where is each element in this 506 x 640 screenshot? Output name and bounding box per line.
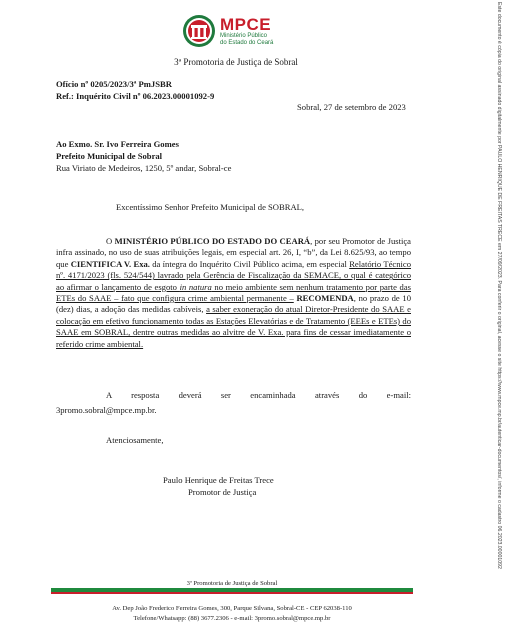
mpce-logo xyxy=(182,12,292,50)
p1-a: O xyxy=(106,236,115,246)
p1-u2: no meio ambiente sem nenhum tratamento por parte das ETEs do SAAE – fato que configura crime ambiental permanente – xyxy=(56,281,411,304)
p1-e: , no prazo de 10 (dez) dias, a adoção das medidas cabíveis, xyxy=(56,293,411,315)
body-paragraph-2: A resposta deverá ser encaminhada através do e-mail: xyxy=(106,390,411,400)
salutation: Excentíssimo Senhor Prefeito Municipal de SOBRAL, xyxy=(116,202,305,212)
oficio-ref: Ofício nº 0205/2023/3ª PmJSBR xyxy=(56,79,172,89)
footer-address: Av. Dep João Frederico Ferreira Gomes, 300, Parque Silvana, Sobral-CE - CEP 62038-110 xyxy=(112,605,352,612)
p1-u1: Relatório Técnico nº. 4171/2023 (fls. 524/544) lavrado pela Gerência de Fiscalização da SEMACE, o qual é categórico ao afirmar o lançamento de esgoto xyxy=(56,258,411,292)
logo-title: MPCE xyxy=(220,14,272,34)
inquerito-ref: Ref.: Inquérito Civil nº 06.2023.00001092-9 xyxy=(56,91,215,101)
p1-org: MINISTÉRIO PÚBLICO DO ESTADO DO CEARÁ xyxy=(114,236,311,246)
closing: Atenciosamente, xyxy=(106,435,164,445)
p1-cientifica: CIENTIFICA V. Exa. xyxy=(70,258,150,269)
header-office: 3ª Promotoria de Justiça de Sobral xyxy=(174,57,298,67)
date-line: Sobral, 27 de setembro de 2023 xyxy=(297,102,406,112)
logo-subtitle-2: do Estado do Ceará xyxy=(220,39,274,46)
reply-email: 3promo.sobral@mpce.mp.br. xyxy=(56,405,157,415)
body-paragraph-1 xyxy=(56,236,411,350)
p1-b: , por seu Promotor de Justiça infra assinado, no uso de suas atribuições legais, em especial art. 26, I, “b”, da Lei 8.625/93, ao tempo que xyxy=(56,236,411,269)
recipient-name: Ao Exmo. Sr. Ivo Ferreira Gomes xyxy=(56,139,179,149)
signer-name: Paulo Henrique de Freitas Trece xyxy=(163,475,274,485)
footer-office: 3ª Promotoria de Justiça de Sobral xyxy=(186,580,278,587)
p1-c: da íntegra do Inquérito Civil Público acima, em especial xyxy=(149,258,350,269)
logo-subtitle-1: Ministério Público xyxy=(220,32,268,39)
authentication-note: Este documento é cópia do original assinado digitalmente por PAULO HENRIQUE DE FREITAS TRECE em 27/09/2023. Para conferir o original, acesse o site https://www.mpce.mp.br/autenticar-documentos/, informe o cadastro 06.2023.00001092 xyxy=(496,2,502,569)
footer-red-bar xyxy=(51,592,413,594)
p1-u3: a saber exoneração do atual Diretor-Presidente do SAAE e colocação em efetivo funcionamento todas as Estações Elevatórias e de Tratamento (EEEs e ETEs) do SAAE em SOBRAL, dentre outras medidas ao alvitre de V. Exa. para fins de cessar imediatamente o referido crime ambiental. xyxy=(56,304,411,349)
p1-recomenda: RECOMENDA xyxy=(296,293,354,304)
mpce-seal-icon xyxy=(182,14,216,48)
signer-role: Promotor de Justiça xyxy=(188,487,257,497)
recipient-title: Prefeito Municipal de Sobral xyxy=(56,151,163,161)
p1-u1-italic: in natura xyxy=(179,281,212,292)
recipient-address: Rua Viriato de Medeiros, 1250, 5º andar, Sobral-ce xyxy=(56,163,232,173)
footer-contact: Telefone/Whatsapp: (88) 3677.2306 - e-mail: 3promo.sobral@mpce.mp.br xyxy=(133,615,331,622)
